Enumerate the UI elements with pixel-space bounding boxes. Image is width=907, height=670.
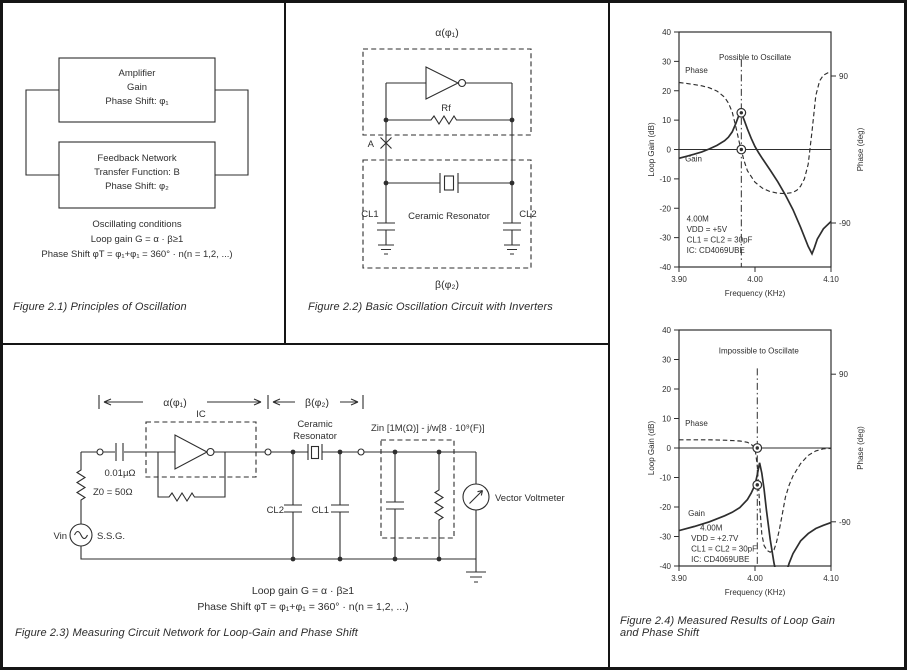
oscillating-conditions: [197, 585, 408, 613]
x-axis-title: Frequency (KHz): [724, 289, 786, 298]
x-axis-tick-label: 4.00: [747, 275, 763, 284]
condition-text: 4.00M: [700, 523, 723, 533]
figure-2-4-caption: [620, 615, 895, 639]
measurement-marker-dot: [756, 446, 759, 449]
x-axis-title: Frequency (KHz): [724, 588, 786, 597]
condition-text: CL1 = CL2 = 30pF: [691, 544, 757, 554]
ceramic-resonator: [384, 173, 515, 222]
amplifier-line2: Gain: [126, 82, 148, 93]
load-capacitor-cl2: [267, 450, 302, 562]
right-axis-tick-label: 90: [839, 72, 848, 82]
y-axis-tick-label: -40: [659, 263, 671, 272]
right-axis-tick-label: -90: [839, 218, 851, 228]
ceramic-resonator-label: Ceramic Resonator: [408, 211, 490, 222]
amplifier-line1: Amplifier: [118, 68, 156, 79]
measurement-marker-dot: [740, 148, 743, 151]
left-y-axis-title: Loop Gain (dB): [647, 122, 656, 177]
main-wire: [81, 449, 476, 455]
ic-inverter: [146, 409, 256, 501]
y-axis-tick-label: 20: [662, 385, 671, 394]
figure-2-2-diagram: [286, 3, 610, 298]
y-axis-tick-label: -20: [659, 204, 671, 214]
chart-title: Possible to Oscillate: [718, 52, 792, 62]
load-capacitor-cl2: [503, 209, 537, 254]
voltmeter-branch: [463, 452, 565, 582]
right-y-axis-title: Phase (deg): [856, 127, 865, 172]
y-axis-tick-label: -20: [659, 503, 671, 512]
alpha-phi1-label: α(φ₁): [163, 397, 187, 409]
figure-2-3-diagram: [3, 345, 610, 630]
ssg-label: S.S.G.: [97, 531, 125, 542]
condition-text: 4.00M: [686, 214, 709, 224]
condition-line1: Loop gain G = α · β≥1: [251, 585, 355, 597]
y-axis-tick-label: 10: [662, 414, 671, 424]
condition-text: IC: CD4069UBE: [691, 555, 750, 565]
y-axis-tick-label: 0: [666, 444, 671, 453]
x-axis-tick-label: 3.90: [671, 574, 687, 583]
gain-curve-label: Gain: [685, 154, 702, 164]
figure-2-3-caption: Figure 2.3) Measuring Circuit Network for Loop-Gain and Phase Shift: [15, 627, 358, 639]
zin-resistor: [435, 452, 443, 559]
measurement-marker-dot: [756, 483, 759, 486]
measurement-marker-dot: [740, 111, 743, 114]
node-a-label: A: [367, 139, 374, 150]
panel-figure-2-1: [3, 3, 286, 345]
zin-label: Zin [1M(Ω)] - j/w[8 · 10⁹(F)]: [371, 423, 485, 434]
cl2-label: CL2: [519, 209, 537, 220]
voltmeter-label: Vector Voltmeter: [495, 493, 565, 504]
phase-curve-label: Phase: [685, 66, 708, 76]
y-axis-tick-label: -40: [659, 562, 671, 571]
resonator-label-2: Resonator: [293, 431, 337, 442]
right-axis-tick-label: -90: [839, 517, 851, 527]
ground-symbol: [466, 572, 486, 582]
amplifier-line3: Phase Shift: φ₁: [105, 96, 169, 107]
inverter-bubble: [207, 449, 214, 456]
cl1-label: CL1: [361, 209, 379, 220]
cl1-label: CL1: [311, 505, 329, 516]
condition-line3: Phase Shift φT = φ₁+φ₁ = 360° · n(n = 1,2, ...): [41, 249, 233, 260]
feedback-resistor-rf: [384, 83, 515, 183]
span-markers: [99, 395, 363, 409]
load-capacitor-cl1: [312, 450, 349, 562]
zin-capacitor: [386, 452, 404, 559]
x-axis-tick-label: 4.10: [823, 574, 839, 583]
gain-curve-label: Gain: [688, 508, 706, 518]
x-axis-tick-label: 4.00: [747, 574, 763, 583]
y-axis-tick-label: 40: [662, 28, 671, 37]
feedback-line3: Phase Shift: φ₂: [105, 181, 169, 192]
ceramic-resonator: [293, 419, 337, 460]
rf-label: Rf: [441, 103, 451, 114]
condition-text: VDD = +5V: [686, 224, 728, 234]
ground-symbol: [378, 245, 394, 254]
phase-curve: [679, 71, 831, 194]
right-y-axis-title: Phase (deg): [856, 426, 865, 470]
ground-rail: [81, 546, 476, 559]
condition-line1: Oscillating conditions: [92, 219, 182, 230]
y-axis-tick-label: 40: [662, 326, 671, 335]
load-capacitor-cl1: [361, 209, 395, 254]
chart-title: Impossible to Oscillate: [718, 346, 799, 356]
feedback-line1: Feedback Network: [97, 153, 177, 164]
condition-line2: Phase Shift φT = φ₁+φ₁ = 360° · n(n = 1,2, ...): [197, 601, 409, 613]
coupling-capacitor: [104, 443, 135, 479]
loop-gain-chart-impossible: [610, 313, 907, 613]
y-axis-tick-label: 20: [662, 86, 671, 96]
left-y-axis-title: Loop Gain (dB): [647, 420, 656, 476]
feedback-line2: Transfer Function: Β: [94, 167, 180, 178]
beta-phi2-label: β(φ₂): [305, 397, 329, 409]
z0-label: Z0 = 50Ω: [93, 487, 133, 498]
inverter-bubble: [459, 80, 466, 87]
y-axis-tick-label: 0: [666, 145, 671, 155]
vin-label: Vin: [53, 531, 67, 542]
y-axis-tick-label: -30: [659, 233, 671, 243]
right-axis-tick-label: 90: [839, 370, 848, 380]
alpha-phi1-label: α(φ₁): [435, 27, 459, 39]
y-axis-tick-label: -10: [659, 473, 671, 483]
resonator-label-1: Ceramic: [297, 419, 333, 430]
node-a-break: [368, 138, 392, 151]
figure-2-1-caption: Figure 2.1) Principles of Oscillation: [13, 301, 187, 313]
y-axis-tick-label: 30: [662, 355, 671, 365]
feedback-block: [59, 142, 215, 208]
beta-phi2-label: β(φ₂): [435, 279, 459, 291]
coupling-cap-label: 0.01μΩ: [104, 468, 136, 479]
ic-label: IC: [196, 409, 206, 420]
figure-2-1-diagram: [3, 3, 286, 298]
figure-2-4-caption-line2: and Phase Shift: [620, 627, 700, 639]
figure-2-2-caption: Figure 2.2) Basic Oscillation Circuit with Inverters: [308, 301, 553, 313]
figure-2-4-caption-line1: Figure 2.4) Measured Results of Loop Gain: [620, 615, 836, 627]
y-axis-tick-label: -10: [659, 174, 671, 184]
y-axis-tick-label: -30: [659, 532, 671, 542]
x-axis-tick-label: 3.90: [671, 275, 687, 284]
condition-line2: Loop gain G = α · β≥1: [90, 234, 184, 245]
oscillating-conditions: [41, 219, 232, 260]
z0-resistor: [77, 452, 85, 524]
amplifier-dashed-box: [363, 49, 531, 135]
x-axis-tick-label: 4.10: [823, 275, 839, 284]
panel-figure-2-3: [3, 345, 610, 667]
condition-text: IC: CD4069UBE: [686, 245, 745, 255]
y-axis-tick-label: 30: [662, 57, 671, 67]
ground-symbol: [504, 245, 520, 254]
cl2-label: CL2: [266, 505, 284, 516]
panel-figure-2-2: [286, 3, 610, 345]
phase-curve-label: Phase: [685, 418, 708, 428]
y-axis-tick-label: 10: [662, 116, 671, 126]
panel-figure-2-4: [610, 3, 907, 667]
condition-text: CL1 = CL2 = 30pF: [686, 235, 753, 245]
amplifier-block: [59, 58, 215, 122]
inverter: [386, 67, 512, 99]
loop-gain-chart-possible: [610, 3, 907, 313]
condition-text: VDD = +2.7V: [691, 534, 739, 544]
